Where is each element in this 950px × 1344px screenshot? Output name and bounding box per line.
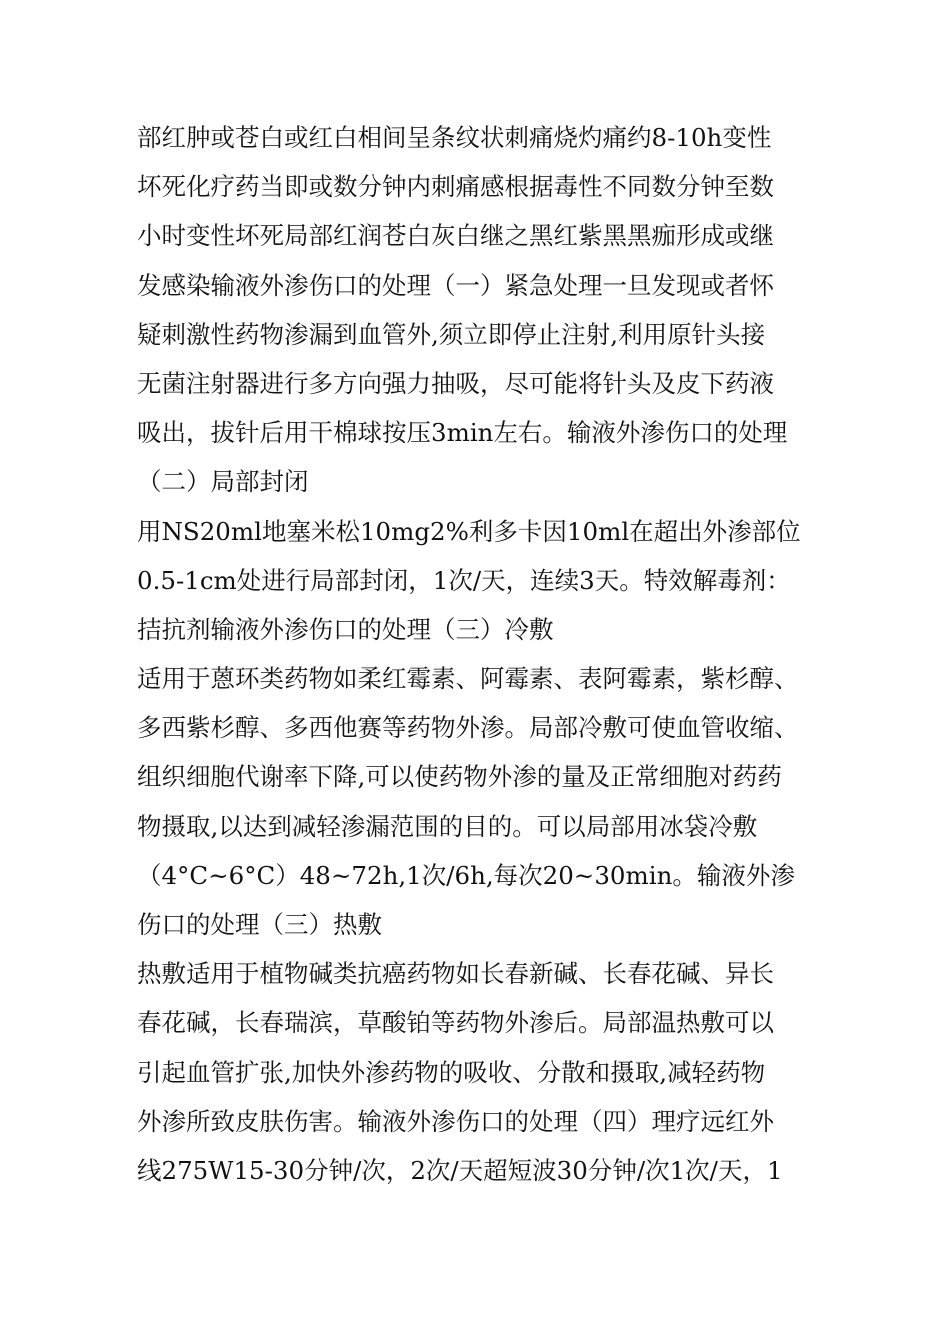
text-line: 发感染输液外渗伤口的处理（一）紧急处理一旦发现或者怀 (137, 270, 774, 300)
text-line: 春花碱，长春瑞滨，草酸铂等药物外渗后。局部温热敷可以 (137, 1008, 774, 1038)
text-line: 0.5-1cm处进行局部封闭，1次/天，连续3天。特效解毒剂： (137, 565, 791, 595)
text-line: 伤口的处理（三）热敷 (137, 910, 382, 939)
text-line: 小时变性坏死局部红润苍白灰白继之黑红紫黑黑痂形成或继 (137, 221, 774, 251)
text-line: 用NS20ml地塞米松10mg2%利多卡因10ml在超出外渗部位 (137, 516, 801, 546)
text-line: （4°C~6°C）48~72h,1次/6h,每次20~30min。输液外渗 (137, 860, 795, 890)
text-line: 物摄取,以达到减轻渗漏范围的目的。可以局部用冰袋冷敷 (137, 811, 758, 841)
text-line: （二）局部封闭 (137, 467, 309, 497)
document-body (137, 113, 817, 1195)
text-line: 部红肿或苍白或红白相间呈条纹状刺痛烧灼痛约8-10h变性 (137, 123, 772, 152)
text-line: 热敷适用于植物碱类抗癌药物如长春新碱、长春花碱、异长 (137, 959, 774, 989)
text-line: 多西紫杉醇、多西他赛等药物外渗。局部冷敷可使血管收缩、 (137, 713, 799, 743)
text-line: 外渗所致皮肤伤害。输液外渗伤口的处理（四）理疗远红外 (137, 1106, 774, 1136)
text-line: 坏死化疗药当即或数分钟内刺痛感根据毒性不同数分钟至数 (137, 172, 774, 202)
text-line: 拮抗剂输液外渗伤口的处理（三）冷敷 (137, 614, 554, 644)
text-line: 组织细胞代谢率下降,可以使药物外渗的量及正常细胞对药药 (137, 762, 782, 792)
text-line: 引起血管扩张,加快外渗药物的吸收、分散和摄取,减轻药物 (137, 1057, 766, 1087)
text-line: 适用于蒽环类药物如柔红霉素、阿霉素、表阿霉素，紫杉醇、 (137, 664, 799, 694)
text-line: 无菌注射器进行多方向强力抽吸，尽可能将针头及皮下药液 (137, 368, 774, 398)
text-line: 疑刺激性药物渗漏到血管外,须立即停止注射,利用原针头接 (137, 319, 766, 349)
text-line: 线275W15-30分钟/次，2次/天超短波30分钟/次1次/天，1 (137, 1155, 783, 1185)
text-line: 吸出，拔针后用干棉球按压3min左右。输液外渗伤口的处理 (137, 418, 788, 448)
